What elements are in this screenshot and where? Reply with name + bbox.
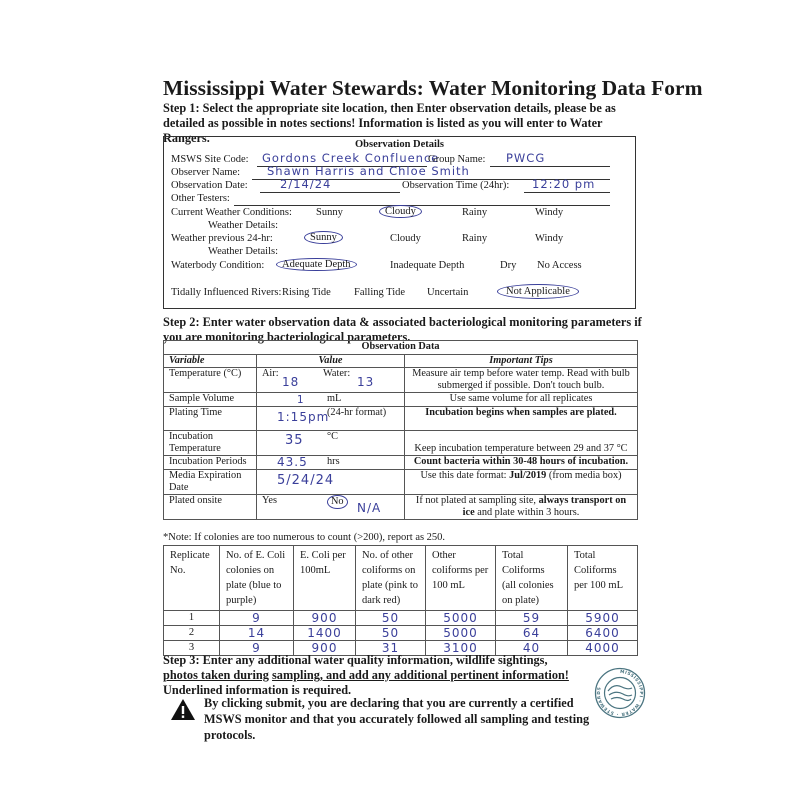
previous-weather-cloudy[interactable]: Cloudy xyxy=(390,233,421,244)
tip-text: and plate within 3 hours. xyxy=(474,507,580,518)
sample-volume-value: 1 xyxy=(297,394,305,406)
header-other-coliforms: No. of other coliforms on plate (pink to dark red) xyxy=(356,546,426,611)
plated-onsite-label: Plated onsite xyxy=(164,495,257,520)
step3-text: Underlined information is required. xyxy=(163,683,352,697)
step3-required-text: sampling, and add any additional pertinent information! xyxy=(272,668,569,682)
other-testers-label: Other Testers: xyxy=(171,193,230,204)
tidal-label: Tidally Influenced Rivers: xyxy=(171,287,282,298)
site-code-label: MSWS Site Code: xyxy=(171,154,249,165)
tip-bold-text: Jul/2019 xyxy=(509,470,547,481)
sample-volume-cell[interactable] xyxy=(257,393,405,407)
observation-date-label: Observation Date: xyxy=(171,180,248,191)
incubation-period-unit: hrs xyxy=(327,456,340,467)
ecoli-colonies[interactable]: 9 xyxy=(220,641,294,656)
observation-details-header: Observation Details xyxy=(355,139,444,150)
site-code-value: Gordons Creek Confluence xyxy=(262,151,440,165)
other-per-100ml[interactable]: 5000 xyxy=(426,611,496,626)
temperature-tip: Measure air temp before water temp. Read with bulb submerged if possible. Don't touch bulb. xyxy=(405,368,638,393)
previous-weather-label: Weather previous 24-hr: xyxy=(171,233,273,244)
incubation-temp-tip: Keep incubation temperature between 29 and 37 °C xyxy=(405,431,638,456)
step3-instructions xyxy=(163,653,583,698)
temperature-label: Temperature (°C) xyxy=(164,368,257,393)
incubation-temp-label: Incubation Temperature xyxy=(164,431,257,456)
logo-text: MISSISSIPPI · WATER · STEWARDS xyxy=(596,669,644,717)
row-incubation-period xyxy=(164,456,638,470)
tip-text: (from media box) xyxy=(546,470,622,481)
observation-details-box xyxy=(163,136,636,309)
sample-volume-label: Sample Volume xyxy=(164,393,257,407)
header-other-per-100ml: Other coliforms per 100 mL xyxy=(426,546,496,611)
incubation-temp-unit: °C xyxy=(327,431,338,442)
table-row xyxy=(164,626,638,641)
other-coliforms[interactable]: 50 xyxy=(356,626,426,641)
tip-bold-text: always transport on ice xyxy=(462,495,627,518)
header-variable: Variable xyxy=(164,355,257,368)
current-weather-label: Current Weather Conditions: xyxy=(171,207,292,218)
media-expiration-tip xyxy=(405,470,638,495)
media-expiration-cell[interactable] xyxy=(257,470,405,495)
waterbody-adequate-depth-selected[interactable]: Adequate Depth xyxy=(276,258,357,271)
waterbody-no-access[interactable]: No Access xyxy=(537,260,582,271)
header-replicate-no: Replicate No. xyxy=(164,546,220,611)
incubation-temp-value: 35 xyxy=(285,433,304,448)
waterbody-dry[interactable]: Dry xyxy=(500,260,517,271)
incubation-period-label: Incubation Periods xyxy=(164,456,257,470)
row-temperature xyxy=(164,368,638,393)
sample-volume-unit: mL xyxy=(327,393,342,404)
total-coliforms[interactable]: 40 xyxy=(496,641,568,656)
temperature-value-cell[interactable] xyxy=(257,368,405,393)
air-value: 18 xyxy=(282,375,300,389)
previous-weather-details-label: Weather Details: xyxy=(208,246,278,257)
group-name-value: PWCG xyxy=(506,151,546,165)
plated-onsite-tip xyxy=(405,495,638,520)
observation-time-label: Observation Time (24hr): xyxy=(402,180,510,191)
row-incubation-temperature xyxy=(164,431,638,456)
replicate-no: 1 xyxy=(164,611,220,626)
plated-onsite-cell xyxy=(257,495,405,520)
mississippi-water-stewards-logo xyxy=(594,667,646,719)
incubation-temp-cell[interactable] xyxy=(257,431,405,456)
warning-icon xyxy=(170,698,196,721)
tidal-not-applicable-selected[interactable]: Not Applicable xyxy=(497,284,579,299)
ecoli-per-100ml[interactable]: 1400 xyxy=(294,626,356,641)
group-name-label: Group Name: xyxy=(428,154,486,165)
plated-onsite-yes[interactable]: Yes xyxy=(262,495,277,506)
header-ecoli-colonies: No. of E. Coli colonies on plate (blue to purple) xyxy=(220,546,294,611)
tip-text: Use this date format: xyxy=(420,470,510,481)
water-value: 13 xyxy=(357,375,375,389)
ecoli-colonies[interactable]: 9 xyxy=(220,611,294,626)
plating-time-label: Plating Time xyxy=(164,407,257,431)
plated-onsite-note: N/A xyxy=(357,501,382,515)
ecoli-per-100ml[interactable]: 900 xyxy=(294,641,356,656)
waterbody-condition-label: Waterbody Condition: xyxy=(171,260,265,271)
header-total-coliforms: Total Coliforms (all colonies on plate) xyxy=(496,546,568,611)
total-per-100ml[interactable]: 6400 xyxy=(568,626,638,641)
step3-required-text: photos taken during xyxy=(163,668,269,682)
replicate-no: 3 xyxy=(164,641,220,656)
other-coliforms[interactable]: 50 xyxy=(356,611,426,626)
air-label: Air: xyxy=(262,368,279,379)
form-title: Mississippi Water Stewards: Water Monitoring Data Form xyxy=(163,76,703,100)
total-per-100ml[interactable]: 5900 xyxy=(568,611,638,626)
table-row xyxy=(164,611,638,626)
tidal-rising-tide[interactable]: Rising Tide xyxy=(282,287,331,298)
incubation-period-value: 43.5 xyxy=(277,455,308,469)
other-per-100ml[interactable]: 3100 xyxy=(426,641,496,656)
tidal-uncertain[interactable]: Uncertain xyxy=(427,287,469,298)
plated-onsite-no-selected[interactable]: No xyxy=(327,495,348,509)
incubation-period-tip: Count bacteria within 30-48 hours of incubation. xyxy=(405,456,638,470)
header-tips: Important Tips xyxy=(405,355,638,368)
observation-data-table xyxy=(163,340,638,520)
other-coliforms[interactable]: 31 xyxy=(356,641,426,656)
observer-name-label: Observer Name: xyxy=(171,167,241,178)
media-expiration-label: Media Expiration Date xyxy=(164,470,257,495)
previous-weather-rainy[interactable]: Rainy xyxy=(462,233,488,244)
total-per-100ml[interactable]: 4000 xyxy=(568,641,638,656)
replicate-table xyxy=(163,545,638,656)
step3-text: Step 3: Enter any additional water quality information, wildlife sightings, xyxy=(163,653,548,667)
plating-time-tip: Incubation begins when samples are plated. xyxy=(405,407,638,431)
header-value: Value xyxy=(257,355,405,368)
water-label: Water: xyxy=(323,368,351,379)
ecoli-per-100ml[interactable]: 900 xyxy=(294,611,356,626)
header-total-per-100ml: Total Coliforms per 100 mL xyxy=(568,546,638,611)
sample-volume-tip: Use same volume for all replicates xyxy=(405,393,638,407)
row-sample-volume xyxy=(164,393,638,407)
tip-text: If not plated at sampling site, xyxy=(415,495,539,506)
current-weather-windy[interactable]: Windy xyxy=(535,207,564,218)
total-coliforms[interactable]: 64 xyxy=(496,626,568,641)
row-plating-time xyxy=(164,407,638,431)
plating-time-value: 1:15pm xyxy=(277,410,330,424)
replicate-no: 2 xyxy=(164,626,220,641)
header-ecoli-per-100ml: E. Coli per 100mL xyxy=(294,546,356,611)
row-plated-onsite xyxy=(164,495,638,520)
observation-data-title: Observation Data xyxy=(164,341,638,355)
current-weather-details-label: Weather Details: xyxy=(208,220,278,231)
other-testers-field[interactable] xyxy=(234,193,610,206)
current-weather-rainy[interactable]: Rainy xyxy=(462,207,488,218)
tidal-falling-tide[interactable]: Falling Tide xyxy=(354,287,406,298)
plating-time-cell[interactable] xyxy=(257,407,405,431)
plating-time-unit: (24-hr format) xyxy=(327,407,387,418)
step1-instructions: Step 1: Select the appropriate site location, then Enter observation details, please be as detailed as possible in notes sections! Information is listed as you will enter to Water Rangers. xyxy=(163,101,616,145)
previous-weather-sunny-selected[interactable]: Sunny xyxy=(304,231,343,244)
ecoli-colonies[interactable]: 14 xyxy=(220,626,294,641)
step2-instructions: Step 2: Enter water observation data & associated bacteriological monitoring parameters if you are monitoring bacteriological parameters. xyxy=(163,315,642,344)
observer-name-value: Shawn Harris and Chloe Smith xyxy=(267,164,470,178)
observation-time-value: 12:20 pm xyxy=(532,177,596,191)
previous-weather-windy[interactable]: Windy xyxy=(535,233,564,244)
media-expiration-value: 5/24/24 xyxy=(277,473,335,488)
current-weather-cloudy-selected[interactable]: Cloudy xyxy=(379,205,422,218)
waterbody-inadequate-depth[interactable]: Inadequate Depth xyxy=(390,260,465,271)
incubation-period-cell[interactable] xyxy=(257,456,405,470)
certification-declaration: By clicking submit, you are declaring that you are currently a certified MSWS monitor and that you accurately followed all sampling and testing protocols. xyxy=(204,696,590,742)
colonies-note: *Note: If colonies are too numerous to count (>200), report as 250. xyxy=(163,532,446,543)
observation-date-value: 2/14/24 xyxy=(280,177,332,191)
row-media-expiration xyxy=(164,470,638,495)
total-coliforms[interactable]: 59 xyxy=(496,611,568,626)
other-per-100ml[interactable]: 5000 xyxy=(426,626,496,641)
replicate-header-row xyxy=(164,546,638,611)
current-weather-sunny[interactable]: Sunny xyxy=(316,207,343,218)
